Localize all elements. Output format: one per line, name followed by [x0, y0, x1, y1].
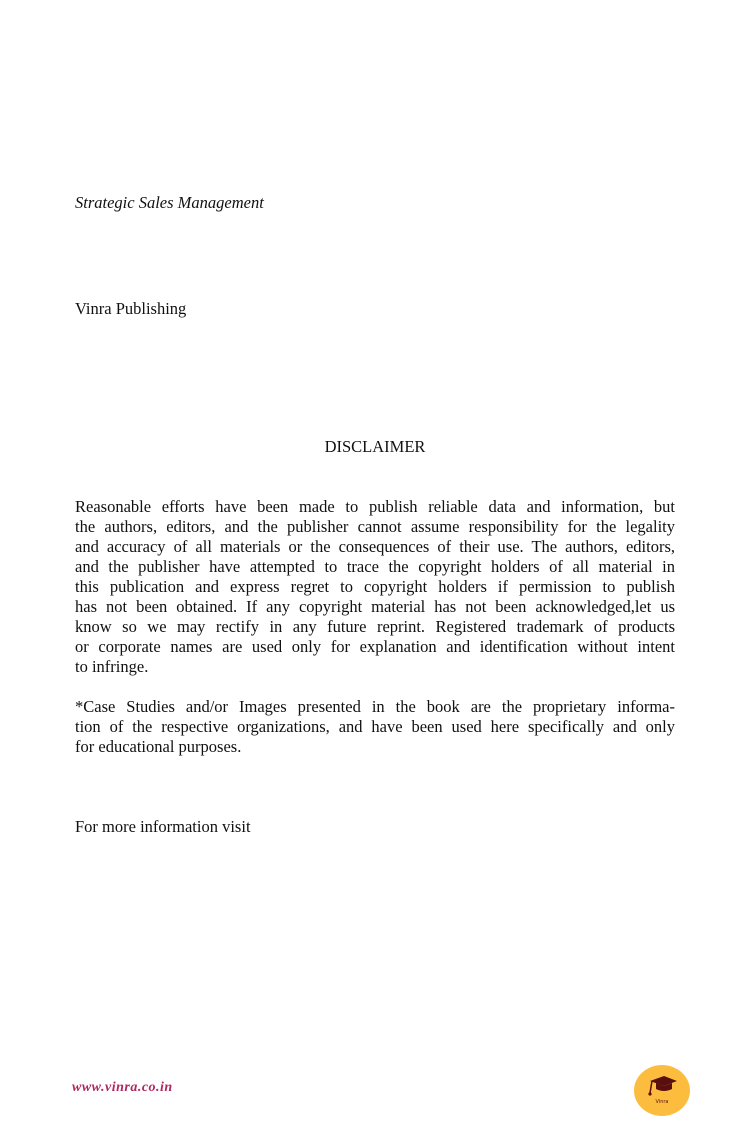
vinra-logo	[634, 1065, 690, 1116]
text-line: has not been obtained. If any copyright material has not been acknowledged,let us	[75, 597, 675, 616]
graduation-cap-icon	[646, 1075, 678, 1097]
more-info-text: For more information visit	[75, 817, 251, 836]
case-studies-note	[75, 697, 675, 757]
text-line: Reasonable efforts have been made to publish reliable data and information, but	[75, 497, 675, 516]
text-line: to infringe.	[75, 657, 149, 676]
text-line: the authors, editors, and the publisher cannot assume responsibility for the legality	[75, 517, 675, 536]
disclaimer-paragraph	[75, 497, 675, 677]
logo-text: Vinra	[655, 1099, 669, 1105]
text-line: for educational purposes.	[75, 737, 242, 756]
book-title: Strategic Sales Management	[75, 193, 264, 212]
text-line: and the publisher have attempted to trace the copyright holders of all material in	[75, 557, 675, 576]
publisher-name: Vinra Publishing	[75, 299, 187, 318]
text-line: tion of the respective organizations, and have been used here specifically and only	[75, 717, 675, 736]
website-link[interactable]: www.vinra.co.in	[72, 1080, 173, 1095]
text-line: *Case Studies and/or Images presented in the book are the proprietary informa-	[75, 697, 675, 716]
text-line: or corporate names are used only for explanation and identification without intent	[75, 637, 675, 656]
text-line: know so we may rectify in any future reprint. Registered trademark of products	[75, 617, 675, 636]
text-line: and accuracy of all materials or the consequences of their use. The authors, editors,	[75, 537, 675, 556]
text-line: this publication and express regret to copyright holders if permission to publish	[75, 577, 675, 596]
disclaimer-heading: DISCLAIMER	[324, 437, 426, 456]
